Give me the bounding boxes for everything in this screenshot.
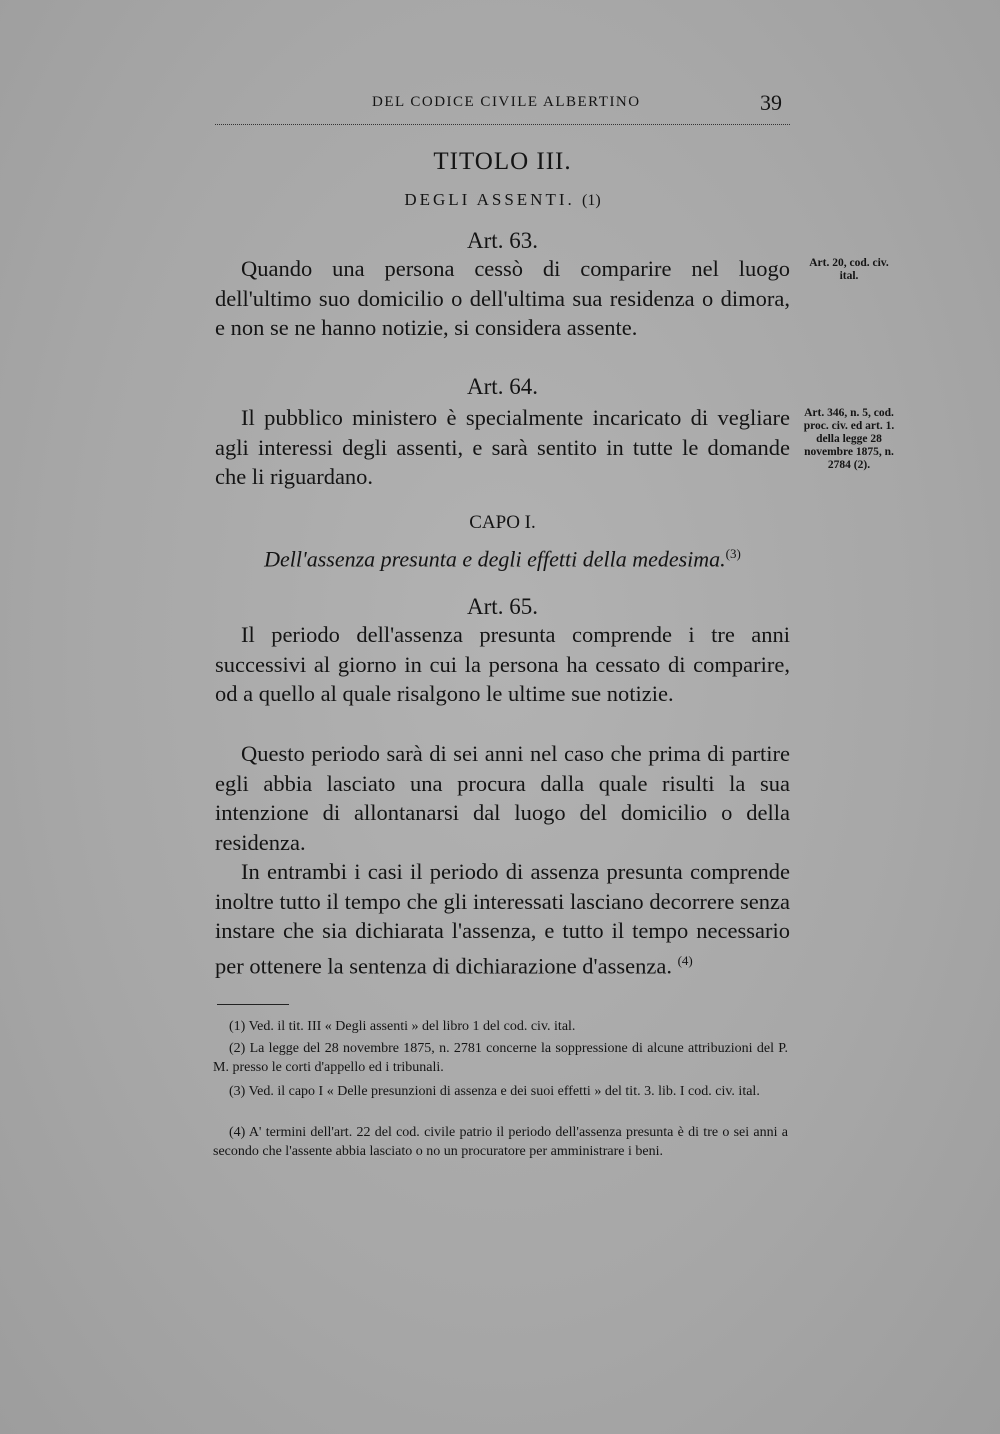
section-subtitle (215, 190, 790, 210)
art-65-heading: Art. 65. (467, 594, 538, 619)
art-65-paragraph-2: Questo periodo sarà di sei anni nel caso che prima di partire egli abbia lasciato una procura dalla quale risulti la sua intenzione di allontanarsi dal luogo del domicilio o della residenza. (215, 741, 790, 855)
art-65-paragraph-1: Il periodo dell'assenza presunta comprende i tre anni successivi al giorno in cui la persona ha cessato di comparire, od a quello al quale risalgono le ultime sue notizie. (215, 622, 790, 707)
chapter-heading: CAPO I. (469, 512, 536, 533)
header-rule (215, 124, 790, 125)
art-64-heading: Art. 64. (467, 374, 538, 399)
art-63-text: Quando una persona cessò di comparire nel luogo dell'ultimo suo domicilio o dell'ultima sua residenza o dimora, e non se ne hanno notizie, si considera assente. (215, 256, 790, 341)
section-title: TITOLO III. (433, 148, 572, 175)
art-63-heading: Art. 63. (467, 228, 538, 253)
art-65-paragraph-3 (215, 857, 790, 981)
page-number: 39 (760, 90, 782, 115)
art-65-note-4: (4) (677, 952, 693, 968)
section-subtitle-note: (1) (582, 192, 601, 209)
running-title: DEL CODICE CIVILE ALBERTINO (372, 94, 641, 110)
footnote-2: (2) La legge del 28 novembre 1875, n. 2781 concerne la soppressione di alcune attribuzioni del P. M. presso le corti d'appello ed i tribunali. (213, 1041, 788, 1075)
section-subtitle-text: DEGLI ASSENTI. (404, 190, 575, 209)
chapter-subtitle-text: Dell'assenza presunta e degli effetti della medesima. (264, 546, 726, 572)
art-64-text: Il pubblico ministero è specialmente incaricato di vegliare agli interessi degli assenti, e sarà sentito in tutte le domande che li riguardano. (215, 405, 790, 490)
chapter-subtitle (215, 546, 790, 572)
art-65-paragraph-3-text: In entrambi i casi il periodo di assenza presunta comprende inoltre tutto il tempo che gli interessati lasciano decorrere senza instare che sia dichiarata l'assenza, e tutto il tempo necessario per ottenere la sentenza di dichiarazione d'assenza. (215, 859, 790, 979)
footnote-1: (1) Ved. il tit. III « Degli assenti » del libro 1 del cod. civ. ital. (229, 1019, 576, 1034)
art-64-margin-note: Art. 346, n. 5, cod. proc. civ. ed art. 1. della legge 28 novembre 1875, n. 2784 (2). (803, 407, 895, 471)
footnote-rule (217, 1004, 289, 1005)
art-63-margin-note: Art. 20, cod. civ. ital. (809, 257, 889, 282)
chapter-subtitle-note: (3) (725, 546, 741, 561)
footnote-4: (4) A' termini dell'art. 22 del cod. civile patrio il periodo dell'assenza presunta è di tre o sei anni a secondo che l'assente abbia lasciato o no un procuratore per amministrare i beni. (213, 1125, 788, 1159)
footnote-3: (3) Ved. il capo I « Delle presunzioni di assenza e dei suoi effetti » del tit. 3. lib. I cod. civ. ital. (229, 1084, 760, 1099)
